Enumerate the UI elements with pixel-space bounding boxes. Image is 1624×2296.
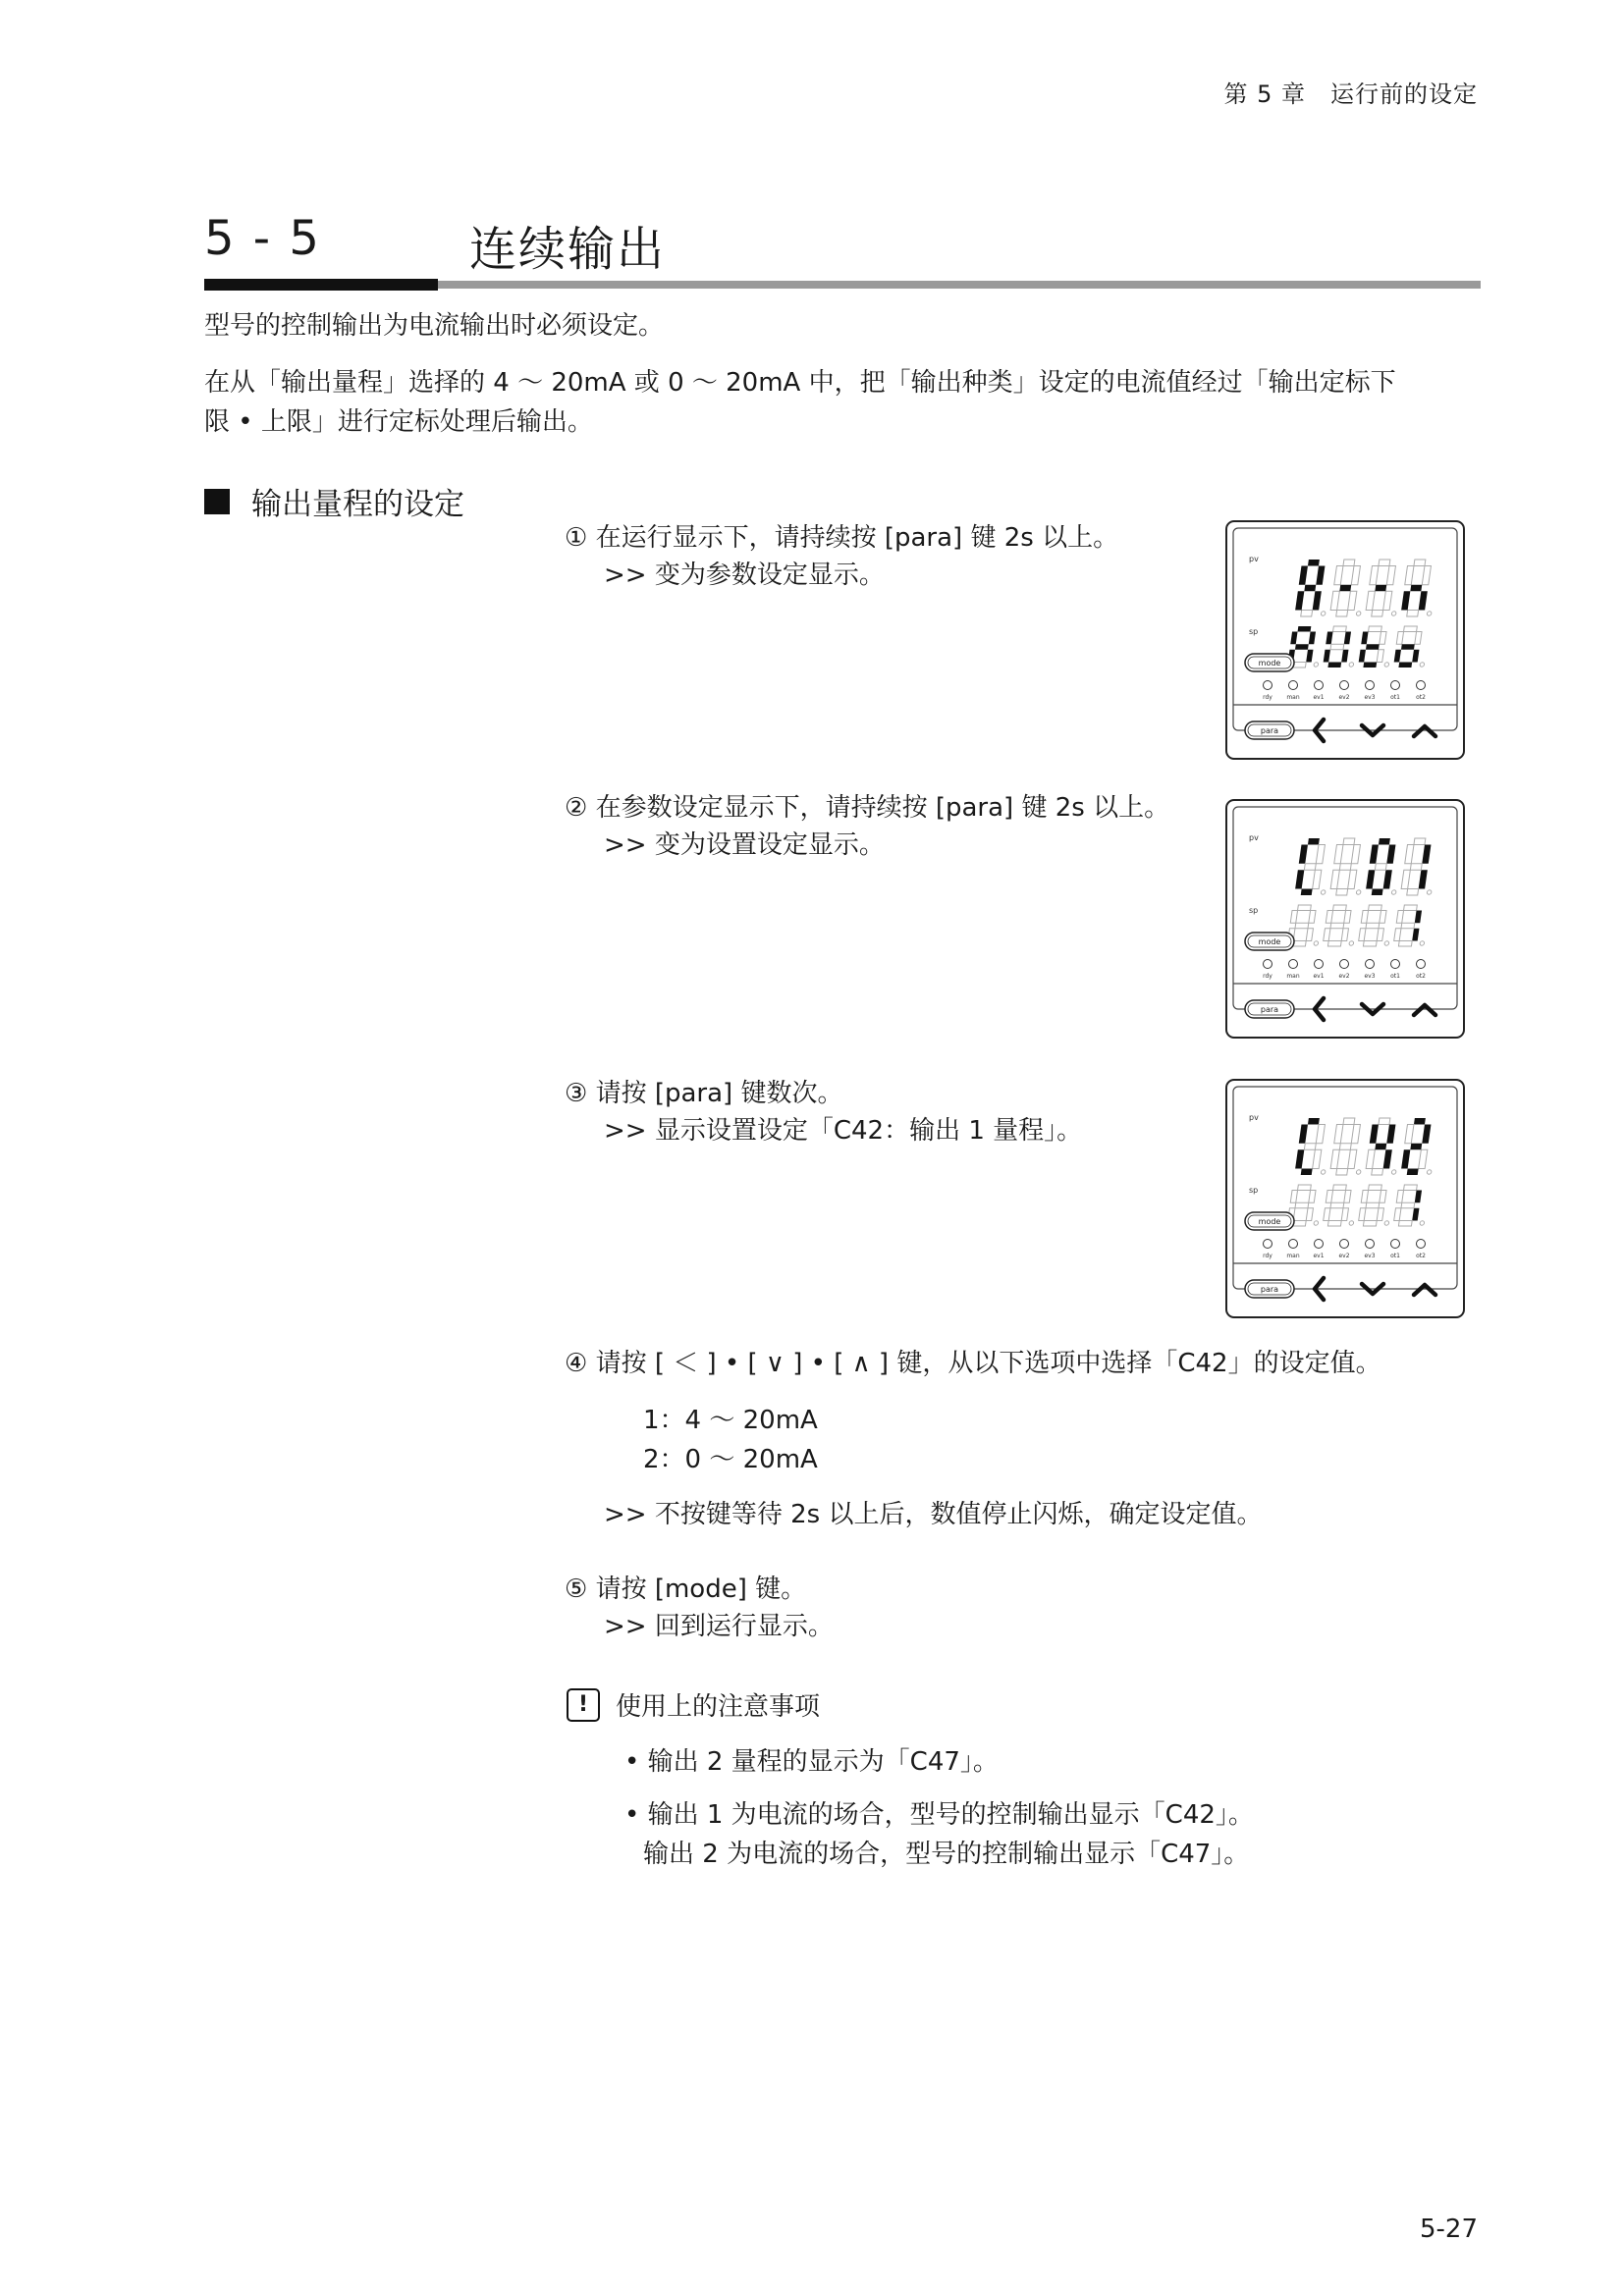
note-bullet-2: • 输出 1 为电流的场合，型号的控制输出显示「C42」。 [624, 1800, 1254, 1830]
segment [1366, 1202, 1380, 1208]
led-label: ot2 [1416, 694, 1426, 701]
status-led [1340, 960, 1349, 969]
decimal-point [1321, 890, 1326, 894]
segment [1366, 644, 1380, 650]
segment [1330, 644, 1344, 650]
segment [1327, 1221, 1341, 1227]
segment [1407, 611, 1419, 617]
led-label: ot1 [1390, 694, 1400, 701]
led-label: ev2 [1338, 973, 1350, 980]
led-label: ot1 [1390, 1253, 1400, 1259]
segment [1301, 889, 1313, 896]
segment [1372, 889, 1383, 896]
decimal-point [1349, 941, 1354, 945]
step-4-result: >> 不按键等待 2s 以上后，数值停止闪烁，确定设定值。 [604, 1500, 1263, 1529]
section-title: 连续输出 [469, 222, 667, 277]
sp-label: sp [1249, 906, 1259, 915]
led-label: ot2 [1416, 1253, 1426, 1259]
step-text: ⑤ 请按 [mode] 键。 [565, 1575, 807, 1604]
led-label: ev2 [1338, 1253, 1350, 1259]
subheading [204, 479, 464, 523]
led-label: ev2 [1338, 694, 1350, 701]
segment [1324, 929, 1330, 941]
segment [1341, 929, 1348, 941]
exclamation-icon: ! [567, 1688, 600, 1722]
segment [1377, 929, 1383, 941]
segment [1375, 864, 1386, 871]
status-led [1315, 1240, 1324, 1249]
segment [1372, 1169, 1383, 1176]
segment [1394, 1208, 1401, 1221]
decimal-point [1420, 941, 1425, 945]
segment [1330, 923, 1344, 929]
note-bullet-2-cont: 输出 2 为电流的场合，型号的控制输出显示「C47」。 [643, 1840, 1250, 1869]
step-text: ① 在运行显示下，请持续按 [para] 键 2s 以上。 [565, 523, 1119, 553]
segment [1415, 632, 1422, 645]
status-led [1417, 960, 1426, 969]
segment [1377, 1208, 1383, 1221]
step-result: >> 回到运行显示。 [604, 1612, 834, 1641]
led-label: ev1 [1313, 694, 1325, 701]
segment [1401, 923, 1415, 929]
square-bullet-icon [204, 489, 230, 514]
segment [1304, 864, 1316, 871]
step-4 [565, 1345, 1429, 1382]
led-label: ev1 [1313, 1253, 1325, 1259]
segment [1401, 1202, 1415, 1208]
segment [1333, 905, 1347, 911]
status-led [1391, 1240, 1400, 1249]
intro-line-3: 限 • 上限」进行定标处理后输出。 [204, 407, 593, 437]
status-led [1391, 960, 1400, 969]
segment [1336, 889, 1348, 896]
title-rule-thick [204, 279, 438, 291]
segment [1308, 1118, 1320, 1125]
decimal-point [1427, 1170, 1432, 1174]
status-led [1340, 681, 1349, 690]
status-led [1315, 960, 1324, 969]
segment [1369, 1185, 1382, 1191]
segment [1326, 1191, 1332, 1203]
pv-label: pv [1249, 555, 1259, 563]
segment [1343, 1118, 1355, 1125]
segment [1359, 1208, 1366, 1221]
led-label: man [1286, 973, 1300, 980]
segment [1309, 911, 1316, 924]
status-led [1289, 960, 1298, 969]
segment [1366, 923, 1380, 929]
note-heading [567, 1686, 820, 1723]
segment [1396, 911, 1403, 924]
segment [1339, 585, 1351, 592]
segment [1414, 560, 1426, 566]
status-led [1264, 1240, 1272, 1249]
segment [1404, 1185, 1418, 1191]
segment [1339, 1144, 1351, 1150]
led-label: man [1286, 694, 1300, 701]
decimal-point [1321, 612, 1326, 615]
led-label: rdy [1263, 973, 1272, 980]
decimal-point [1314, 941, 1319, 945]
option-2: 2：0 ～ 20mA [643, 1445, 818, 1474]
segment [1327, 941, 1341, 947]
segment [1333, 626, 1347, 632]
segment [1336, 611, 1348, 617]
step-text: ④ 请按 [ ＜ ] • [ ∨ ] • [ ∧ ] 键，从以下选项中选择「C42」的设定值。 [565, 1349, 1381, 1378]
status-led [1417, 681, 1426, 690]
sp-label: sp [1249, 627, 1259, 636]
segment [1295, 923, 1309, 929]
decimal-point [1384, 941, 1389, 945]
segment [1308, 838, 1320, 845]
status-led [1340, 1240, 1349, 1249]
segment [1327, 663, 1341, 668]
decimal-point [1384, 663, 1389, 667]
step-result: >> 显示设置设定「C42：输出 1 量程」。 [604, 1116, 1083, 1146]
para-button-label: para [1260, 1005, 1279, 1014]
intro-line-2: 在从「输出量程」选择的 4 ～ 20mA 或 0 ～ 20mA 中，把「输出种类」设定的电流值经过「输出定标下 [204, 368, 1396, 398]
decimal-point [1427, 612, 1432, 615]
led-label: ev1 [1313, 973, 1325, 980]
step-result: >> 变为设置设定显示。 [604, 830, 885, 860]
segment [1375, 585, 1386, 592]
controller-display-1 [1225, 520, 1465, 760]
decimal-point [1420, 1221, 1425, 1225]
segment [1363, 941, 1377, 947]
segment [1363, 1221, 1377, 1227]
page-number: 5-27 [1419, 2215, 1478, 2244]
segment [1295, 644, 1309, 650]
step-text: ③ 请按 [para] 键数次。 [565, 1079, 843, 1108]
decimal-point [1391, 612, 1396, 615]
segment [1372, 611, 1383, 617]
segment [1361, 911, 1368, 924]
led-label: ev3 [1364, 1253, 1376, 1259]
step-result: >> 变为参数设定显示。 [604, 561, 885, 590]
led-label: ev3 [1364, 973, 1376, 980]
segment [1410, 864, 1422, 871]
segment [1394, 929, 1401, 941]
mode-button-label: mode [1258, 937, 1281, 946]
segment [1290, 911, 1297, 924]
subheading-text: 输出量程的设定 [251, 487, 464, 522]
segment [1404, 905, 1418, 911]
status-led [1366, 1240, 1375, 1249]
para-button-label: para [1260, 726, 1279, 735]
segment [1379, 560, 1390, 566]
led-label: ot2 [1416, 973, 1426, 980]
segment [1396, 632, 1403, 645]
step-text: ② 在参数设定显示下，请持续按 [para] 键 2s 以上。 [565, 793, 1170, 823]
para-button-label: para [1260, 1285, 1279, 1294]
decimal-point [1391, 890, 1396, 894]
decimal-point [1349, 1221, 1354, 1225]
decimal-point [1427, 890, 1432, 894]
segment [1380, 632, 1386, 645]
decimal-point [1349, 663, 1354, 667]
segment [1344, 1191, 1351, 1203]
step-5 [565, 1571, 1429, 1645]
segment [1398, 941, 1412, 947]
segment [1369, 905, 1382, 911]
status-led [1366, 681, 1375, 690]
section-number: 5 - 5 [204, 211, 321, 266]
led-label: ot1 [1390, 973, 1400, 980]
running-header: 第 5 章 运行前的设定 [1223, 80, 1478, 108]
segment [1343, 560, 1355, 566]
segment [1414, 838, 1426, 845]
status-led [1417, 1240, 1426, 1249]
segment [1363, 663, 1377, 668]
segment [1344, 911, 1351, 924]
segment [1339, 864, 1351, 871]
segment [1398, 663, 1412, 668]
segment [1380, 911, 1386, 924]
segment [1380, 1191, 1386, 1203]
segment [1410, 1144, 1422, 1150]
segment [1401, 644, 1415, 650]
segment [1336, 1169, 1348, 1176]
intro-line-1: 型号的控制输出为电流输出时必须设定。 [204, 311, 665, 341]
segment [1375, 1144, 1386, 1150]
title-rule-thin [438, 281, 1481, 289]
segment [1396, 1191, 1403, 1203]
segment [1361, 1191, 1368, 1203]
decimal-point [1356, 1170, 1361, 1174]
segment [1298, 905, 1312, 911]
segment [1341, 1208, 1348, 1221]
segment [1359, 929, 1366, 941]
decimal-point [1420, 663, 1425, 667]
decimal-point [1321, 1170, 1326, 1174]
controller-display-2 [1225, 799, 1465, 1039]
segment [1369, 626, 1382, 632]
decimal-point [1356, 612, 1361, 615]
pv-label: pv [1249, 1113, 1259, 1122]
status-led [1264, 960, 1272, 969]
decimal-point [1384, 1221, 1389, 1225]
segment [1404, 626, 1418, 632]
decimal-point [1314, 1221, 1319, 1225]
led-label: ev3 [1364, 694, 1376, 701]
decimal-point [1391, 1170, 1396, 1174]
segment [1324, 1208, 1330, 1221]
segment [1326, 911, 1332, 924]
segment [1343, 838, 1355, 845]
segment [1407, 889, 1419, 896]
segment [1379, 1118, 1390, 1125]
segment [1379, 838, 1390, 845]
segment [1304, 585, 1316, 592]
segment [1301, 1169, 1313, 1176]
segment [1290, 1191, 1297, 1203]
segment [1306, 1208, 1313, 1221]
mode-button-label: mode [1258, 659, 1281, 667]
pv-label: pv [1249, 833, 1259, 842]
status-led [1315, 681, 1324, 690]
segment [1309, 1191, 1316, 1203]
segment [1301, 611, 1313, 617]
note-bullet-1: • 输出 2 量程的显示为「C47」。 [624, 1747, 999, 1777]
status-led [1264, 681, 1272, 690]
note-title: 使用上的注意事项 [616, 1692, 821, 1722]
decimal-point [1356, 890, 1361, 894]
sp-label: sp [1249, 1186, 1259, 1195]
segment [1410, 585, 1422, 592]
mode-button-label: mode [1258, 1217, 1281, 1226]
segment [1295, 1202, 1309, 1208]
segment [1377, 650, 1383, 663]
segment [1306, 929, 1313, 941]
segment [1330, 1202, 1344, 1208]
status-led [1391, 681, 1400, 690]
segment [1298, 1185, 1312, 1191]
status-led [1289, 1240, 1298, 1249]
segment [1414, 1118, 1426, 1125]
segment [1308, 560, 1320, 566]
option-1: 1：4 ～ 20mA [643, 1406, 818, 1435]
led-label: rdy [1263, 1253, 1272, 1259]
segment [1304, 1144, 1316, 1150]
status-led [1366, 960, 1375, 969]
led-label: man [1286, 1253, 1300, 1259]
segment [1407, 1169, 1419, 1176]
segment [1333, 1185, 1347, 1191]
segment [1298, 626, 1312, 632]
controller-display-3 [1225, 1079, 1465, 1318]
status-led [1289, 681, 1298, 690]
led-label: rdy [1263, 694, 1272, 701]
decimal-point [1314, 663, 1319, 667]
segment [1398, 1221, 1412, 1227]
